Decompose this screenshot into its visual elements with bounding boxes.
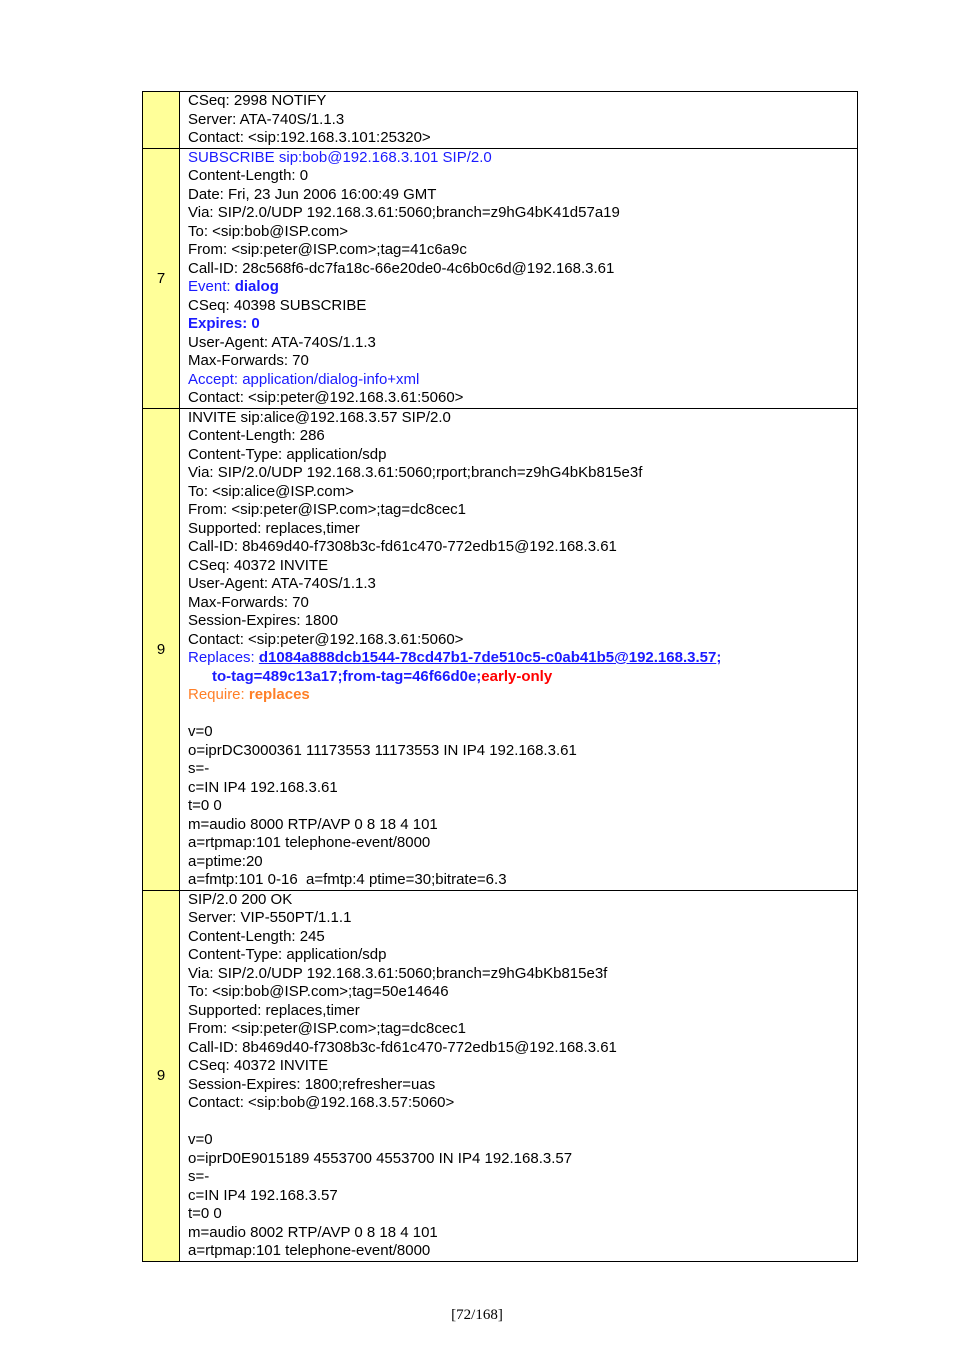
sdp-line: s=- (188, 760, 210, 777)
header-line: Content-Length: 286 (188, 427, 325, 444)
header-line: Via: SIP/2.0/UDP 192.168.3.61:5060;rport;branch=z9hG4bKb815e3f (188, 464, 643, 481)
sdp-line: v=0 (188, 723, 213, 740)
header-line: From: <sip:peter@ISP.com>;tag=dc8cec1 (188, 501, 467, 518)
sdp-line: a=ptime:20 (188, 852, 263, 870)
header-line: User-Agent: ATA-740S/1.1.3 (188, 575, 376, 592)
blank-line (188, 1113, 857, 1132)
step-cell: 9 (143, 408, 180, 890)
event-header (188, 278, 857, 297)
sdp-line: c=IN IP4 192.168.3.57 (188, 1186, 338, 1204)
header-line: From: <sip:peter@ISP.com>;tag=dc8cec1 (188, 1020, 467, 1037)
message-cell (180, 890, 858, 1261)
sip-message-table (142, 91, 858, 1262)
require-header (188, 686, 857, 705)
header-line: Max-Forwards: 70 (188, 352, 309, 369)
header-line: Server: ATA-740S/1.1.3 (188, 110, 345, 128)
header-line: Call-ID: 8b469d40-f7308b3c-fd61c470-772edb15@192.168.3.61 (188, 538, 617, 555)
step-cell: 9 (143, 890, 180, 1261)
message-cell (180, 148, 858, 408)
header-line: Via: SIP/2.0/UDP 192.168.3.61:5060;branch=z9hG4bKb815e3f (188, 964, 608, 982)
sdp-line: m=audio 8002 RTP/AVP 0 8 18 4 101 (188, 1223, 438, 1241)
header-line: Call-ID: 8b469d40-f7308b3c-fd61c470-772edb15@192.168.3.61 (188, 1038, 617, 1056)
status-line: SIP/2.0 200 OK (188, 890, 293, 908)
expires-header: Expires: 0 (188, 315, 260, 332)
table-row (143, 890, 858, 1261)
replaces-separator: ; (716, 649, 722, 666)
event-label: Event: (188, 278, 235, 295)
replaces-params (188, 668, 857, 687)
header-line: User-Agent: ATA-740S/1.1.3 (188, 333, 376, 351)
header-line: Content-Type: application/sdp (188, 445, 387, 463)
sdp-line: a=fmtp:101 0-16 a=fmtp:4 ptime=30;bitrate=6.3 (188, 871, 507, 888)
require-label: Require: (188, 686, 249, 703)
message-cell (180, 92, 858, 149)
header-line: Content-Type: application/sdp (188, 946, 387, 963)
sdp-line: v=0 (188, 1131, 213, 1148)
request-line: SUBSCRIBE sip:bob@192.168.3.101 SIP/2.0 (188, 148, 492, 166)
header-line: Max-Forwards: 70 (188, 593, 309, 611)
table-row (143, 148, 858, 408)
replaces-header (188, 649, 857, 668)
table-row (143, 92, 858, 149)
request-line: INVITE sip:alice@192.168.3.57 SIP/2.0 (188, 408, 451, 426)
header-line: Via: SIP/2.0/UDP 192.168.3.61:5060;branch=z9hG4bK41d57a19 (188, 204, 620, 221)
page-number: [72/168] (451, 1307, 503, 1323)
header-line: Call-ID: 28c568f6-dc7fa18c-66e20de0-4c6b0c6d@192.168.3.61 (188, 259, 615, 277)
header-line: Content-Length: 0 (188, 167, 309, 184)
header-line: Server: VIP-550PT/1.1.1 (188, 909, 352, 926)
step-cell (143, 92, 180, 149)
early-only-flag: early-only (481, 667, 553, 685)
message-cell (180, 408, 858, 890)
replaces-callid: d1084a888dcb1544-78cd47b1-7de510c5-c0ab41b5@192.168.3.57 (258, 649, 717, 666)
accept-header: Accept: application/dialog-info+xml (188, 370, 420, 388)
blank-line (188, 705, 857, 724)
sdp-line: c=IN IP4 192.168.3.61 (188, 778, 338, 796)
header-line: Session-Expires: 1800;refresher=uas (188, 1075, 436, 1093)
replaces-tags: to-tag=489c13a17;from-tag=46f66d0e; (212, 667, 482, 685)
header-line: To: <sip:alice@ISP.com> (188, 482, 354, 500)
header-line: CSeq: 40372 INVITE (188, 556, 329, 574)
sdp-line: m=audio 8000 RTP/AVP 0 8 18 4 101 (188, 815, 438, 833)
header-line: Contact: <sip:bob@192.168.3.57:5060> (188, 1094, 455, 1111)
header-line: Supported: replaces,timer (188, 1001, 360, 1019)
sdp-line: o=iprD0E9015189 4553700 4553700 IN IP4 192.168.3.57 (188, 1149, 573, 1167)
event-value: dialog (234, 278, 279, 295)
header-line: To: <sip:bob@ISP.com>;tag=50e14646 (188, 983, 449, 1000)
sdp-line: o=iprDC3000361 11173553 11173553 IN IP4 192.168.3.61 (188, 741, 577, 759)
header-line: Contact: <sip:192.168.3.101:25320> (188, 129, 431, 146)
table-row (143, 408, 858, 890)
header-line: CSeq: 40398 SUBSCRIBE (188, 296, 367, 314)
header-line: Session-Expires: 1800 (188, 612, 339, 629)
sdp-line: s=- (188, 1168, 210, 1185)
replaces-label: Replaces: (188, 649, 259, 666)
sdp-line: t=0 0 (188, 797, 222, 814)
sdp-line: a=rtpmap:101 telephone-event/8000 (188, 1242, 431, 1259)
header-line: To: <sip:bob@ISP.com> (188, 222, 349, 240)
header-line: CSeq: 2998 NOTIFY (188, 92, 327, 109)
header-line: CSeq: 40372 INVITE (188, 1057, 329, 1074)
require-value: replaces (248, 686, 310, 703)
header-line: Contact: <sip:peter@192.168.3.61:5060> (188, 389, 464, 406)
sdp-line: a=rtpmap:101 telephone-event/8000 (188, 834, 431, 851)
header-line: From: <sip:peter@ISP.com>;tag=41c6a9c (188, 241, 467, 258)
header-line: Content-Length: 245 (188, 927, 325, 945)
step-cell: 7 (143, 148, 180, 408)
header-line: Supported: replaces,timer (188, 519, 360, 537)
sdp-line: t=0 0 (188, 1205, 222, 1222)
header-line: Contact: <sip:peter@192.168.3.61:5060> (188, 630, 464, 648)
header-line: Date: Fri, 23 Jun 2006 16:00:49 GMT (188, 185, 437, 203)
